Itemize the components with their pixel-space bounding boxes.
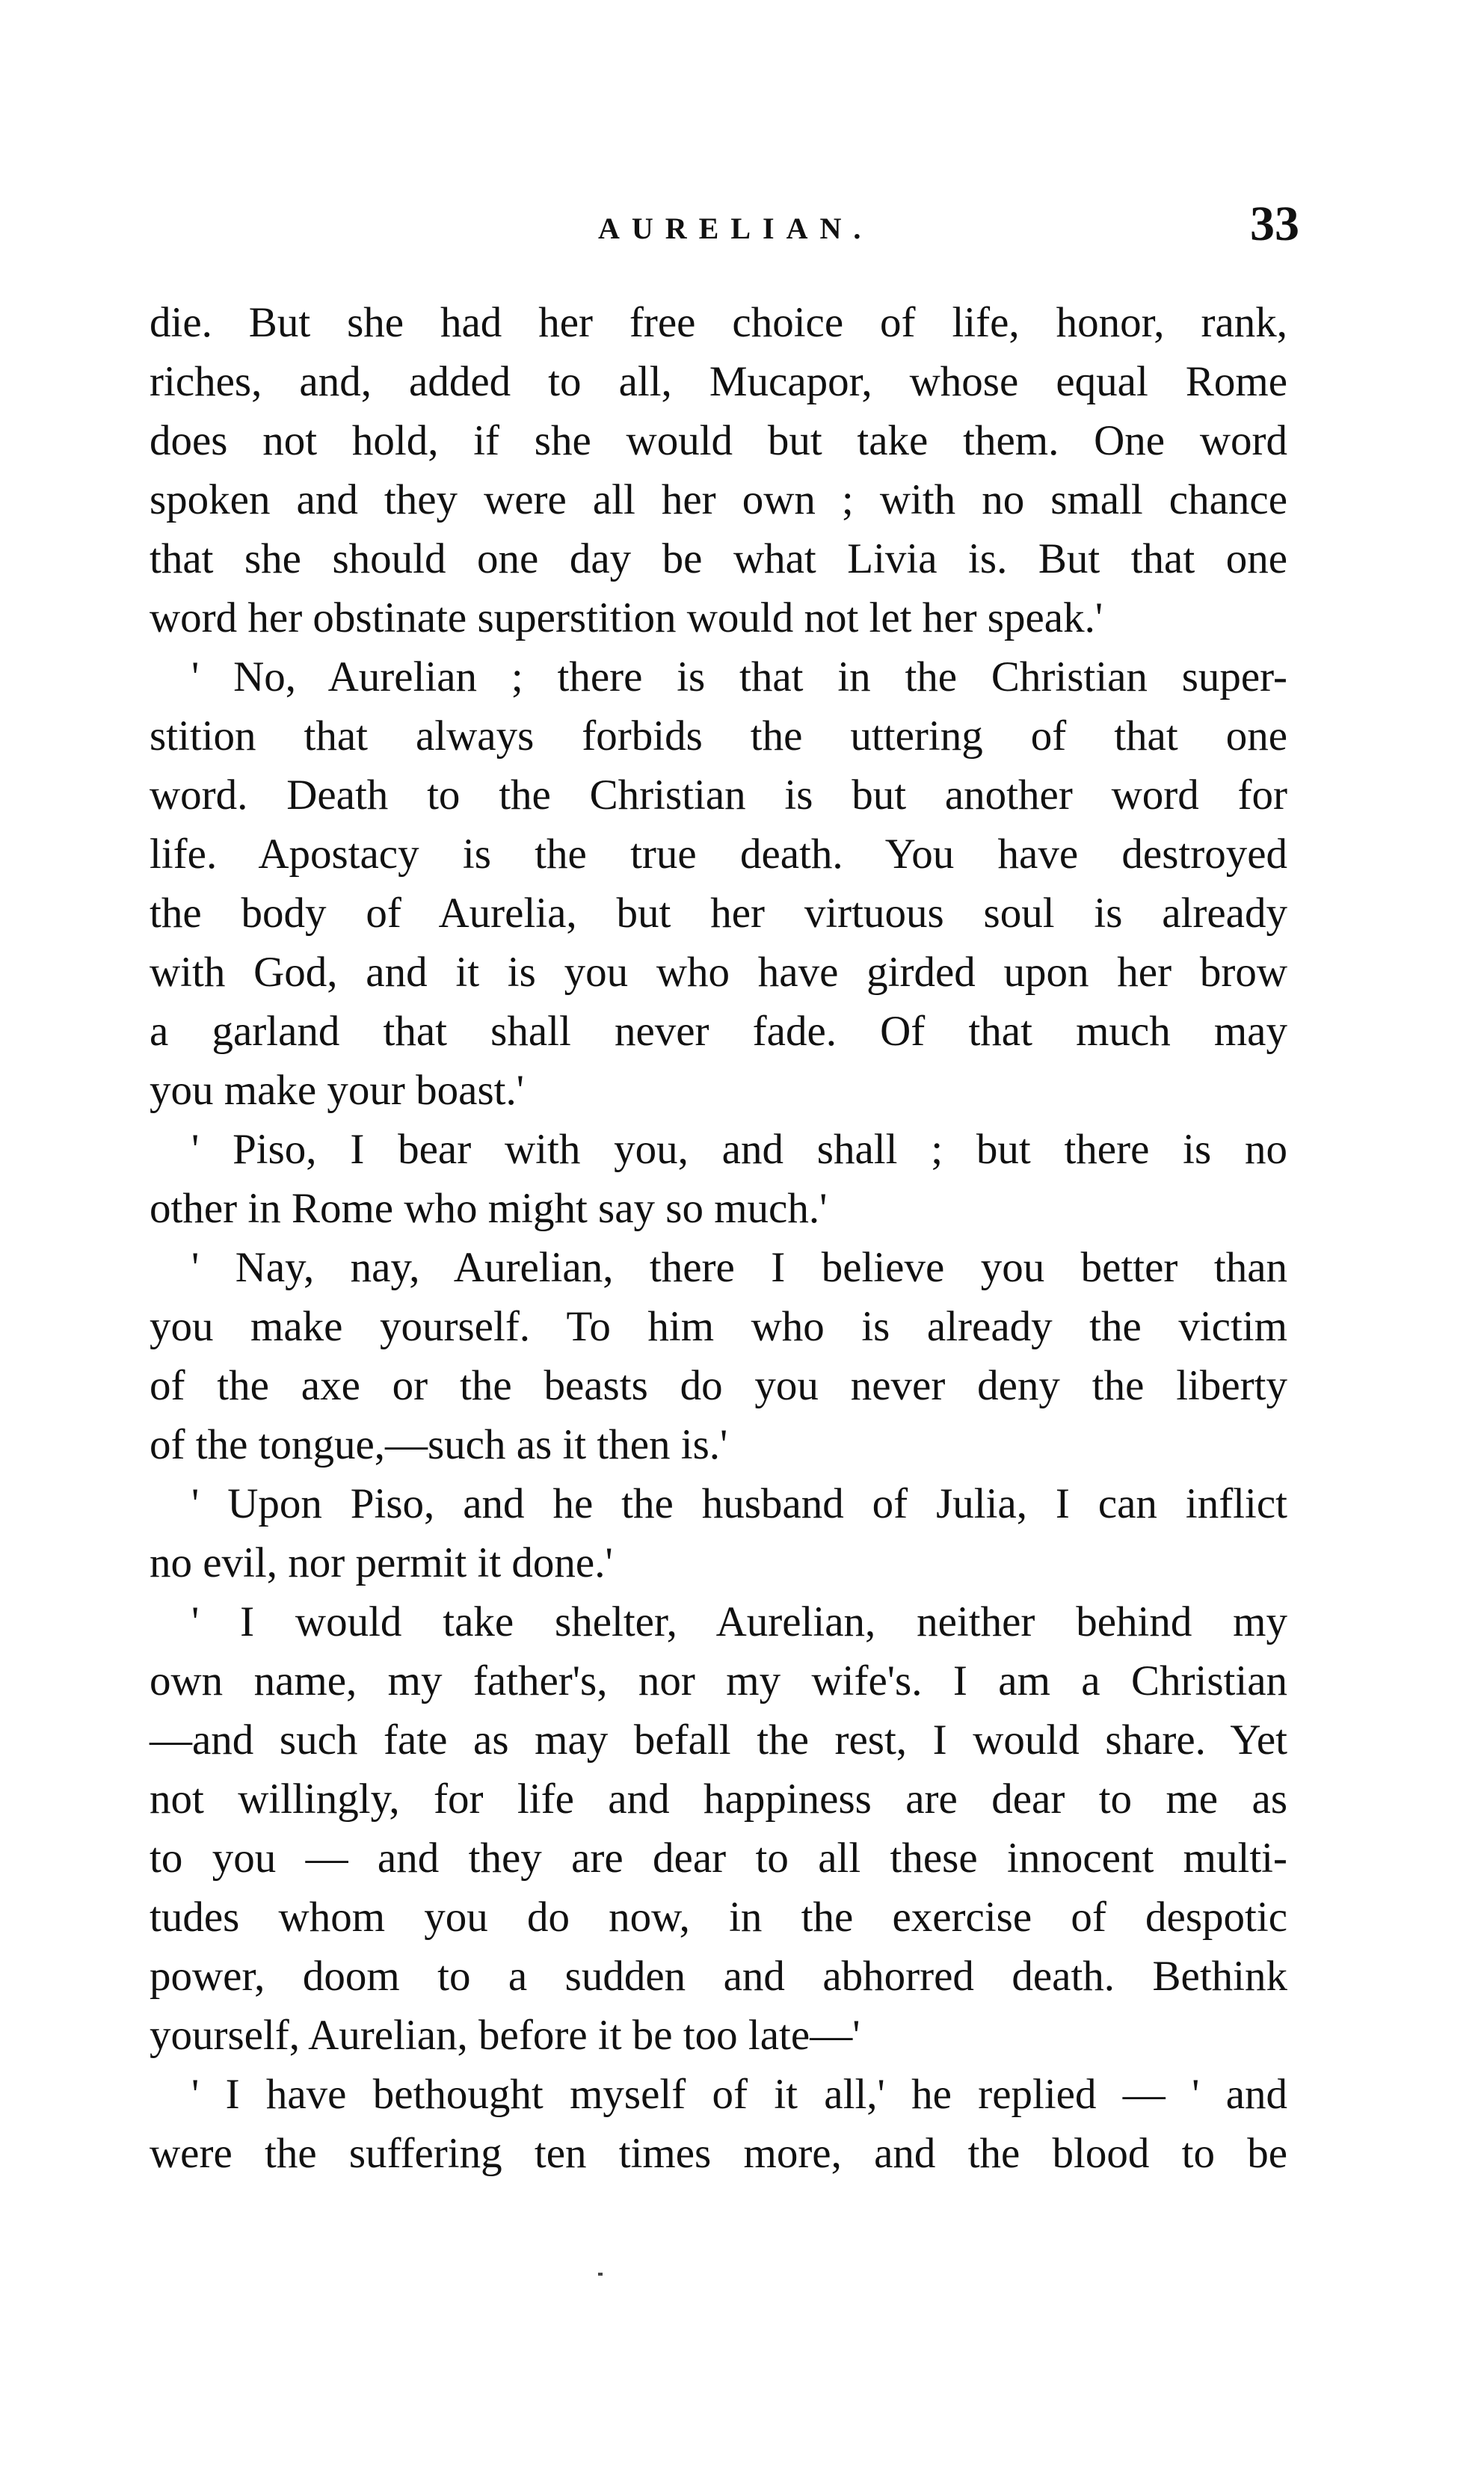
text-line: —and such fate as may befall the rest, I would share. Yet [150,1716,1287,1764]
text-line: that she should one day be what Livia is. But that one [150,535,1287,582]
text-line: the body of Aurelia, but her virtuous soul is already [150,890,1287,937]
text-line: word. Death to the Christian is but another word for [150,772,1287,819]
text-line: other in Rome who might say so much.' [150,1185,828,1232]
text-line: stition that always forbids the uttering of that one [150,712,1287,760]
text-line: a garland that shall never fade. Of that much may [150,1008,1287,1055]
text-line: no evil, nor permit it done.' [150,1539,613,1586]
text-line: power, doom to a sudden and abhorred death. Bethink [150,1953,1287,2000]
text-line: does not hold, if she would but take them. One word [150,417,1287,464]
text-line: to you — and they are dear to all these innocent multi- [150,1835,1287,1882]
text-line: tudes whom you do now, in the exercise of despotic [150,1894,1287,1941]
body-text [150,293,1287,2183]
text-line: ' Piso, I bear with you, and shall ; but there is no [191,1126,1287,1173]
text-line: ' No, Aurelian ; there is that in the Christian super- [191,653,1287,700]
text-line: yourself, Aurelian, before it be too late—' [150,2012,860,2059]
text-line: own name, my father's, nor my wife's. I am a Christian [150,1657,1287,1704]
text-line: you make yourself. To him who is already the victim [150,1303,1287,1350]
text-line: were the suffering ten times more, and the blood to be [150,2130,1287,2177]
text-line: riches, and, added to all, Mucapor, whose equal Rome [150,358,1287,405]
text-line: die. But she had her free choice of life, honor, rank, [150,299,1287,346]
text-line: ' I have bethought myself of it all,' he replied — ' and [191,2071,1287,2118]
text-line: of the axe or the beasts do you never deny the liberty [150,1362,1287,1409]
text-line: of the tongue,—such as it then is.' [150,1421,728,1468]
text-line: not willingly, for life and happiness are dear to me as [150,1776,1287,1823]
text-line: with God, and it is you who have girded upon her brow [150,949,1287,996]
text-line: word her obstinate superstition would not let her speak.' [150,594,1103,641]
page-number: 33 [1250,197,1299,251]
text-line: ' Nay, nay, Aurelian, there I believe you better than [191,1244,1287,1291]
text-line: you make your boast.' [150,1067,525,1114]
text-line: ' I would take shelter, Aurelian, neither behind my [191,1598,1287,1645]
running-title: AURELIAN. [598,212,873,245]
text-line: spoken and they were all her own ; with no small chance [150,476,1287,523]
text-line: life. Apostacy is the true death. You have destroyed [150,831,1287,878]
scan-speck [598,2273,603,2276]
text-line: ' Upon Piso, and he the husband of Julia, I can inflict [191,1480,1287,1527]
